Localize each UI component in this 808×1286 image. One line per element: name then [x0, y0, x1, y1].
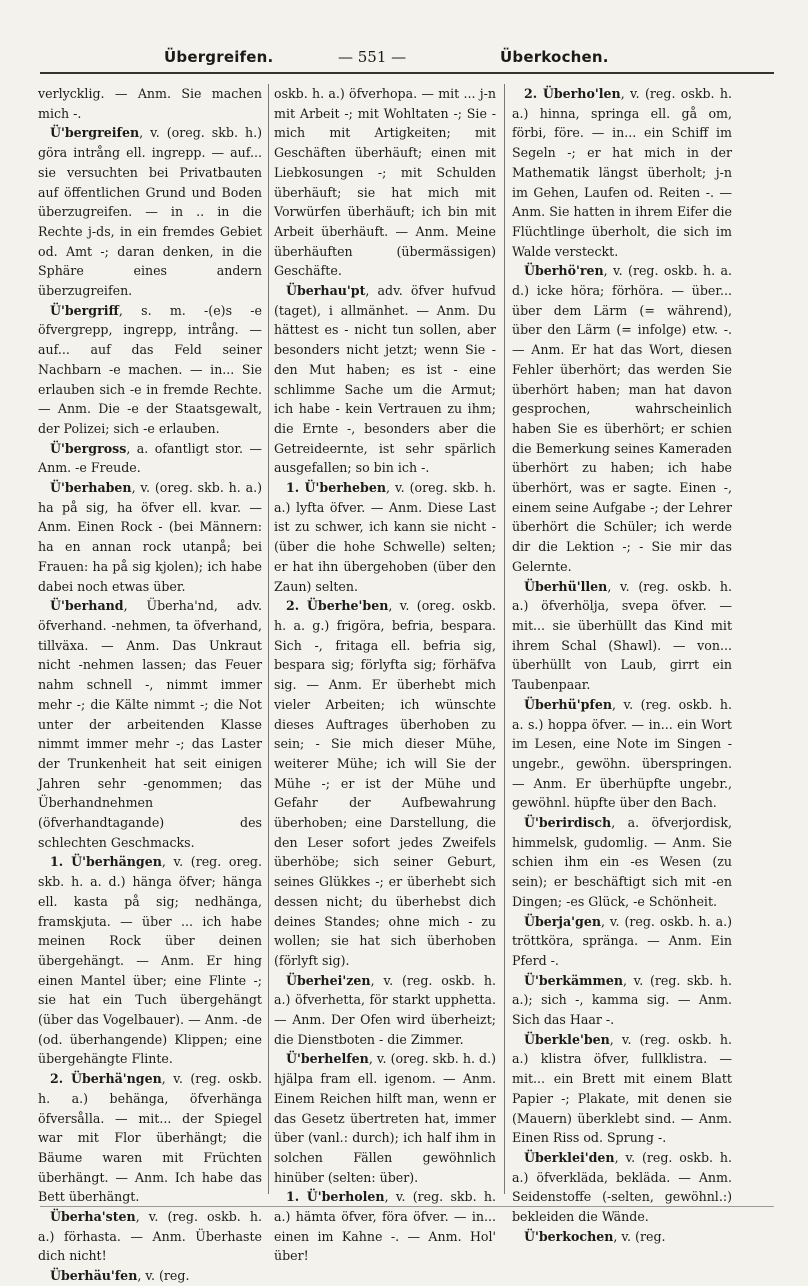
- entry: verlycklig. — Anm. Sie machen mich -.: [38, 86, 262, 121]
- headword: Überhü'pfen: [524, 696, 612, 712]
- headword: 1. Ü'berheben: [286, 480, 386, 496]
- entry: Ü'bergreifen, v. (oreg. skb. h.) göra intrång ell. ingrepp. — auf... sie versuchten bei Privatbauten auf öffentlichen Grund und Boden überzugreifen. — in .. in die Rechte j-ds, in ein fremdes Gebiet od. Amt -; daran denken, in die Sphäre eines andern überzugreifen.: [38, 125, 262, 299]
- headword: Überklei'den: [524, 1149, 615, 1165]
- headword: Überkle'ben: [524, 1031, 610, 1047]
- headword: 2. Überhä'ngen: [50, 1071, 162, 1087]
- column-divider: [268, 84, 269, 1194]
- entry: oskb. h. a.) öfverhopa. — mit ... j-n mit Arbeit -; mit Wohltaten -; Sie - mich mit Artigkeiten; mit Geschäften überhäuft; einen mit Liebkosungen -; mit Schulden überhäuft; sie hat mich mit Vorwürfen überhäuft; ich bin mit Arbeit überhäuft. — Anm. Meine überhäuften (übermässigen) Geschäfte.: [274, 86, 496, 279]
- bottom-rule: [40, 1206, 774, 1207]
- entry: 1. Ü'berheben, v. (oreg. skb. h. a.) lyfta öfver. — Anm. Diese Last ist zu schwer, ich kann sie nicht - (über die hohe Schwelle) selten; er hat ihn übergehoben (über den Zaun) selten.: [274, 480, 496, 594]
- entry: Ü'berhaben, v. (oreg. skb. h. a.) ha på sig, ha öfver ell. kvar. — Anm. Einen Rock - (bei Männern: ha en annan rock utanpå; bei Frauen: ha på sig kjolen); ich habe dabei noch etwas über.: [38, 480, 262, 594]
- entry: Ü'berhelfen, v. (oreg. skb. h. d.) hjälpa fram ell. igenom. — Anm. Einem Reichen hilft man, wenn er das Gesetz übertreten hat, immer über (vanl.: durch); ich half ihm in solchen Fällen gewöhnlich hinüber (selten: über).: [274, 1051, 496, 1185]
- headword: 2. Überho'len: [524, 86, 621, 101]
- headword: Ü'berirdisch: [524, 815, 612, 831]
- headword: Ü'bergreifen: [50, 125, 140, 141]
- entry: Überja'gen, v. (reg. oskb. h. a.) tröttköra, spränga. — Anm. Ein Pferd -.: [512, 913, 732, 968]
- headword: 1. Ü'berhängen: [50, 854, 162, 870]
- headword: Ü'bergross: [50, 440, 127, 456]
- column-divider: [504, 84, 505, 1194]
- headword: Ü'berhand: [50, 598, 124, 614]
- entry: 2. Überho'len, v. (reg. oskb. h. a.) hinna, springa ell. gå om, förbi, före. — in... ein Schiff im Segeln -; er hat mich in der Mathematik längst überholt; j-n im Gehen, Laufen od. Reiten -. — Anm. Sie hatten in ihrem Eifer die Flüchtlinge überholt, die sich im Walde versteckt.: [512, 86, 732, 259]
- entry: Ü'berirdisch, a. öfverjordisk, himmelsk, gudomlig. — Anm. Sie schien ihm ein -es Wesen (zu sein); er beschäftigt sich mit -en Dingen; -es Glück, -e Schönheit.: [512, 815, 732, 909]
- entry: Überhei'zen, v. (reg. oskb. h. a.) öfverhetta, för starkt upphetta. — Anm. Der Ofen wird überheizt; die Dienstboten - die Zimmer.: [274, 972, 496, 1047]
- entry: 2. Überhä'ngen, v. (reg. oskb. h. a.) behänga, öfverhänga öfversålla. — mit... der Spiegel war mit Flor überhängt; die Bäume waren mit Früchten überhängt. — Anm. Ich habe das Bett überhängt.: [38, 1071, 262, 1205]
- headword: 2. Überhe'ben: [286, 598, 389, 614]
- headword: Überhäu'fen: [50, 1268, 138, 1284]
- page-number: — 551 —: [338, 48, 407, 66]
- header-first-word: Übergreifen.: [164, 48, 274, 66]
- entry: Ü'bergriff, s. m. -(e)s -e öfvergrepp, ingrepp, intrång. — auf... auf das Feld seiner Nachbarn -e machen. — in... Sie erlauben sich -e in fremde Rechte. — Anm. Die -e der Staatsgewalt, der Polizei; sich -e erlauben.: [38, 302, 262, 436]
- entry: 2. Überhe'ben, v. (oreg. oskb. h. a. g.) frigöra, befria, bespara. Sich -, fritaga ell. befria sig, bespara sig; förlyfta sig; förhäfva sig. — Anm. Er überhebt mich vieler Arbeiten; ich wünschte dieses Auftrages überhoben zu sein; - Sie mich dieser Mühe, weiterer Mühe; ich will Sie der Mühe -; er ist der Mühe und Gefahr der Aufbewahrung überhoben; eine Darstellung, die den Leser sofort jedes Zweifels überhöbe; sich seiner Geburt, seines Glükkes -; er überhebt sich dessen nicht; du überhebst dich deines Standes; ohne mich - zu wollen; sie hat sich überhoben (förlyft sig).: [274, 598, 496, 968]
- headword: Überhei'zen: [286, 972, 371, 988]
- column-2: [274, 84, 496, 1264]
- entry: Überhü'pfen, v. (reg. oskb. h. a. s.) hoppa öfver. — in... ein Wort im Lesen, eine Note im Singen - ungebr., gewöhn. überspringen. — Anm. Er überhüpfte ungebr., gewöhnl. hüpfte über den Bach.: [512, 696, 732, 811]
- column-1: [38, 84, 262, 1284]
- headword: Ü'bergriff: [50, 302, 119, 318]
- entry: Überha'sten, v. (reg. oskb. h. a.) förhasta. — Anm. Überhaste dich nicht!: [38, 1209, 262, 1264]
- headword: Überja'gen: [524, 913, 601, 929]
- headword: Ü'berkochen: [524, 1228, 614, 1244]
- entry: 1. Ü'berholen, v. (reg. skb. h. a.) hämta öfver, föra öfver. — in... einen im Kahne -. — Anm. Hol' über!: [274, 1189, 496, 1264]
- headword: Überhau'pt: [286, 283, 366, 299]
- entry: Überklei'den, v. (reg. oskb. h. a.) öfverkläda, bekläda. — Anm. Seidenstoffe (-selten, gewöhnl.:) bekleiden die Wände.: [512, 1149, 732, 1225]
- headword: Überhü'llen: [524, 578, 608, 594]
- entry: Ü'bergross, a. ofantligt stor. — Anm. -e Freude.: [38, 440, 262, 476]
- entry: Ü'berhand, Überha'nd, adv. öfverhand. -nehmen, ta öfverhand, tillväxa. — Anm. Das Unkraut nicht -nehmen lassen; das Feuer nahm schnell -, nimmt immer mehr -; die Kälte nimmt -; die Not unter der arbeitenden Klasse nimmt immer mehr -; das Laster der Trunkenheit hat seit einigen Jahren sehr -genommen; das Überhandnehmen (öfverhandtagande) des schlechten Geschmacks.: [38, 598, 262, 850]
- entry: 1. Ü'berhängen, v. (reg. oreg. skb. h. a. d.) hänga öfver; hänga ell. kasta på sig; nedhänga, framskjuta. — über ... ich habe meinen Rock über deinen übergehängt. — Anm. Er hing einen Mantel über; eine Flinte -; sie hat ein Tuch übergehängt (über das Vogelbauer). — Anm. -de (od. überhangende) Klippen; eine übergehängte Flinte.: [38, 854, 262, 1067]
- page-header: [40, 40, 770, 72]
- headword: 1. Ü'berholen: [286, 1189, 385, 1205]
- headword: Überhö'ren: [524, 263, 604, 279]
- header-last-word: Überkochen.: [500, 48, 609, 66]
- headword: Ü'berkämmen: [524, 972, 623, 988]
- entry: Ü'berkämmen, v. (reg. skb. h. a.); sich -, kamma sig. — Anm. Sich das Haar -.: [512, 972, 732, 1028]
- entry: Überhau'pt, adv. öfver hufvud (taget), i allmänhet. — Anm. Du hättest es - nicht tun sollen, aber besonders nicht jetzt; wenn Sie - den Mut haben; es ist - eine schlimme Sache um die Armut; ich habe - kein Vertrauen zu ihm; die Ernte -, besonders aber die Getreideernte, ist sehr spärlich ausgefallen; so bin ich -.: [274, 283, 496, 476]
- entry: Überhü'llen, v. (reg. oskb. h. a.) öfverhölja, svepa öfver. — mit... sie überhüllt das Kind mit ihrem Schal (Shawl). — von... überhüllt von Laub, girrt ein Taubenpaar.: [512, 578, 732, 693]
- header-rule: [40, 72, 774, 74]
- headword: Überha'sten: [50, 1209, 136, 1225]
- column-3: [512, 84, 732, 1244]
- entry: Ü'berkochen, v. (reg.: [524, 1228, 666, 1244]
- entry: Überhäu'fen, v. (reg.: [50, 1268, 190, 1284]
- headword: Ü'berhaben: [50, 480, 132, 496]
- headword: Ü'berhelfen: [286, 1051, 369, 1067]
- entry: Überhö'ren, v. (reg. oskb. h. a. d.) icke höra; förhöra. — über... über dem Lärm (= während), über den Lärm (= infolge) etw. -. — Anm. Er hat das Wort, diesen Fehler überhört; das werden Sie überhört haben; man hat davon gesprochen, wahrscheinlich haben Sie es überhört; er schien die Bemerkung seines Kameraden überhört zu haben; ich habe überhört, was er sagte. Einen -, einem seine Aufgabe -; der Lehrer überhört die Schüler; ich werde dir die Lektion -; - Sie mir das Gelernte.: [512, 263, 732, 574]
- entry: Überkle'ben, v. (reg. oskb. h. a.) klistra öfver, fullklistra. — mit... ein Brett mit einem Blatt Papier -; Plakate, mit denen sie (Mauern) überklebt sind. — Anm. Einen Riss od. Sprung -.: [512, 1031, 732, 1146]
